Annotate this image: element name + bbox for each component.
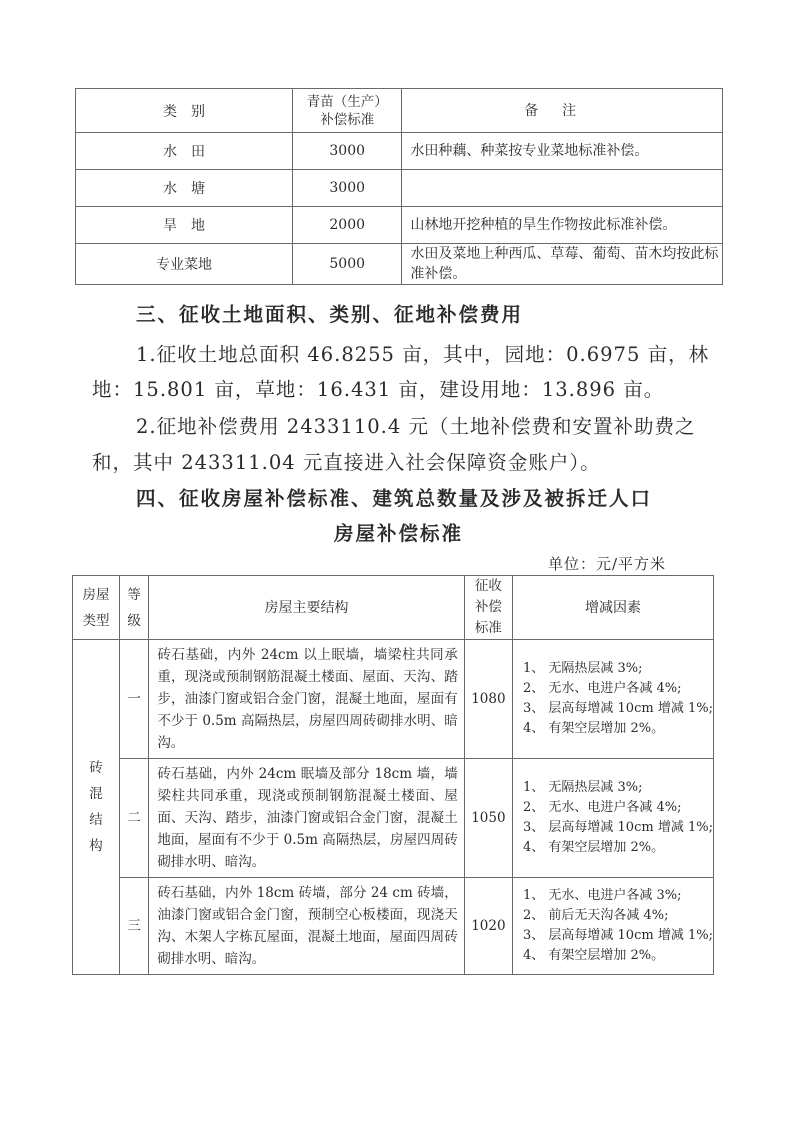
table-header-row — [73, 576, 714, 640]
category-label: 水塘 — [163, 181, 220, 197]
header-grade — [120, 576, 149, 640]
note-cell: 水田及菜地上种西瓜、草莓、葡萄、苗木均按此标准补偿。 — [402, 244, 723, 285]
header-house-type — [73, 576, 120, 640]
house-type-label: 砖混结构 — [89, 760, 103, 854]
factor-item: 4、 有架空层增加 2%。 — [523, 948, 665, 963]
header-structure: 房屋主要结构 — [149, 576, 464, 640]
header-grade-label: 等级 — [127, 586, 141, 629]
factor-item: 3、 层高每增减 10cm 增减 1%; — [523, 820, 713, 835]
header-standard-line1: 青苗（生产） — [306, 93, 388, 110]
structure-cell: 砖石基础，内外 24cm 眠墙及部分 18cm 墙，墙梁柱共同承重，现浇或预制钢筋混凝土楼面、屋面、天沟、踏步，油漆门窗或铝合金门窗，混凝土地面，屋面有不少于 0.5m 高隔热层，房屋四周砖砌排水明、暗沟。 — [149, 759, 464, 878]
table-header-row — [76, 89, 723, 133]
header-standard-label: 征收补偿标准 — [474, 578, 502, 636]
factor-item: 1、 无水、电进户各减 3%; — [523, 888, 682, 903]
category-cell: 专业菜地 — [76, 244, 293, 285]
header-standard — [464, 576, 512, 640]
table-row — [76, 133, 723, 170]
category-cell — [76, 133, 293, 170]
standard-cell: 1080 — [464, 640, 512, 759]
factors-cell — [513, 759, 714, 878]
header-standard-line2: 补偿标准 — [320, 111, 375, 128]
factor-item: 2、 无水、电进户各减 4%; — [523, 800, 682, 815]
structure-cell: 砖石基础，内外 24cm 以上眠墙，墙梁柱共同承重，现浇或预制钢筋混凝土楼面、屋面、天沟、踏步，油漆门窗或铝合金门窗，混凝土地面，屋面有不少于 0.5m 高隔热层，房屋四周砖砌排水明、暗沟。 — [149, 640, 464, 759]
factor-item: 3、 层高每增减 10cm 增减 1%; — [523, 928, 713, 943]
factors-cell — [513, 640, 714, 759]
table-row — [73, 759, 714, 878]
grade-cell: 三 — [120, 878, 149, 975]
grade-cell: 二 — [120, 759, 149, 878]
header-factors: 增减因素 — [513, 576, 714, 640]
category-label: 水田 — [163, 144, 220, 160]
table-row — [73, 640, 714, 759]
factor-item: 4、 有架空层增加 2%。 — [523, 721, 665, 736]
standard-cell: 2000 — [293, 207, 402, 244]
table-row — [76, 244, 723, 285]
header-standard — [293, 89, 402, 133]
unit-label: 单位：元/平方米 — [548, 555, 667, 573]
note-cell: 山林地开挖种植的旱生作物按此标准补偿。 — [402, 207, 723, 244]
note-cell: 水田种藕、种菜按专业菜地标准补偿。 — [402, 133, 723, 170]
category-cell — [76, 170, 293, 207]
category-label: 旱地 — [163, 218, 220, 234]
factor-item: 4、 有架空层增加 2%。 — [523, 840, 665, 855]
standard-cell: 1050 — [464, 759, 512, 878]
header-category-label: 类别 — [163, 103, 220, 120]
crop-compensation-table — [75, 88, 723, 285]
factor-item: 2、 无水、电进户各减 4%; — [523, 681, 682, 696]
standard-cell: 3000 — [293, 170, 402, 207]
standard-cell: 5000 — [293, 244, 402, 285]
house-type-cell — [73, 640, 120, 975]
header-house-type-label: 房屋类型 — [82, 586, 110, 629]
factor-item: 1、 无隔热层减 3%; — [523, 780, 643, 795]
header-category — [76, 89, 293, 133]
standard-cell: 1020 — [464, 878, 512, 975]
category-cell — [76, 207, 293, 244]
factors-cell — [513, 878, 714, 975]
section3-para1-line1: 1.征收土地总面积 46.8255 亩，其中，园地：0.6975 亩，林 — [136, 343, 710, 366]
section3-para2-line2: 和，其中 243311.04 元直接进入社会保障资金账户）。 — [92, 451, 601, 474]
table-row — [76, 207, 723, 244]
house-compensation-table — [72, 575, 714, 975]
grade-cell: 一 — [120, 640, 149, 759]
note-cell — [402, 170, 723, 207]
section4-heading: 四、征收房屋补偿标准、建筑总数量及涉及被拆迁人口 — [136, 487, 653, 510]
section3-para1-line2: 地：15.801 亩，草地：16.431 亩，建设用地：13.896 亩。 — [92, 378, 665, 401]
header-note: 备注 — [402, 89, 723, 133]
section3-para2-line1: 2.征地补偿费用 2433110.4 元（土地补偿费和安置补助费之 — [136, 415, 696, 438]
table-row — [73, 878, 714, 975]
standard-cell: 3000 — [293, 133, 402, 170]
table-row — [76, 170, 723, 207]
house-table-title: 房屋补偿标准 — [334, 522, 464, 545]
factor-item: 2、 前后无天沟各减 4%; — [523, 908, 669, 923]
structure-cell: 砖石基础，内外 18cm 砖墙，部分 24 cm 砖墙，油漆门窗或铝合金门窗，预制空心板楼面，现浇天沟、木架人字栋瓦屋面，混凝土地面，屋面四周砖砌排水明、暗沟。 — [149, 878, 464, 975]
factor-item: 1、 无隔热层减 3%; — [523, 661, 643, 676]
factor-item: 3、 层高每增减 10cm 增减 1%; — [523, 701, 713, 716]
section3-heading: 三、征收土地面积、类别、征地补偿费用 — [136, 303, 524, 326]
